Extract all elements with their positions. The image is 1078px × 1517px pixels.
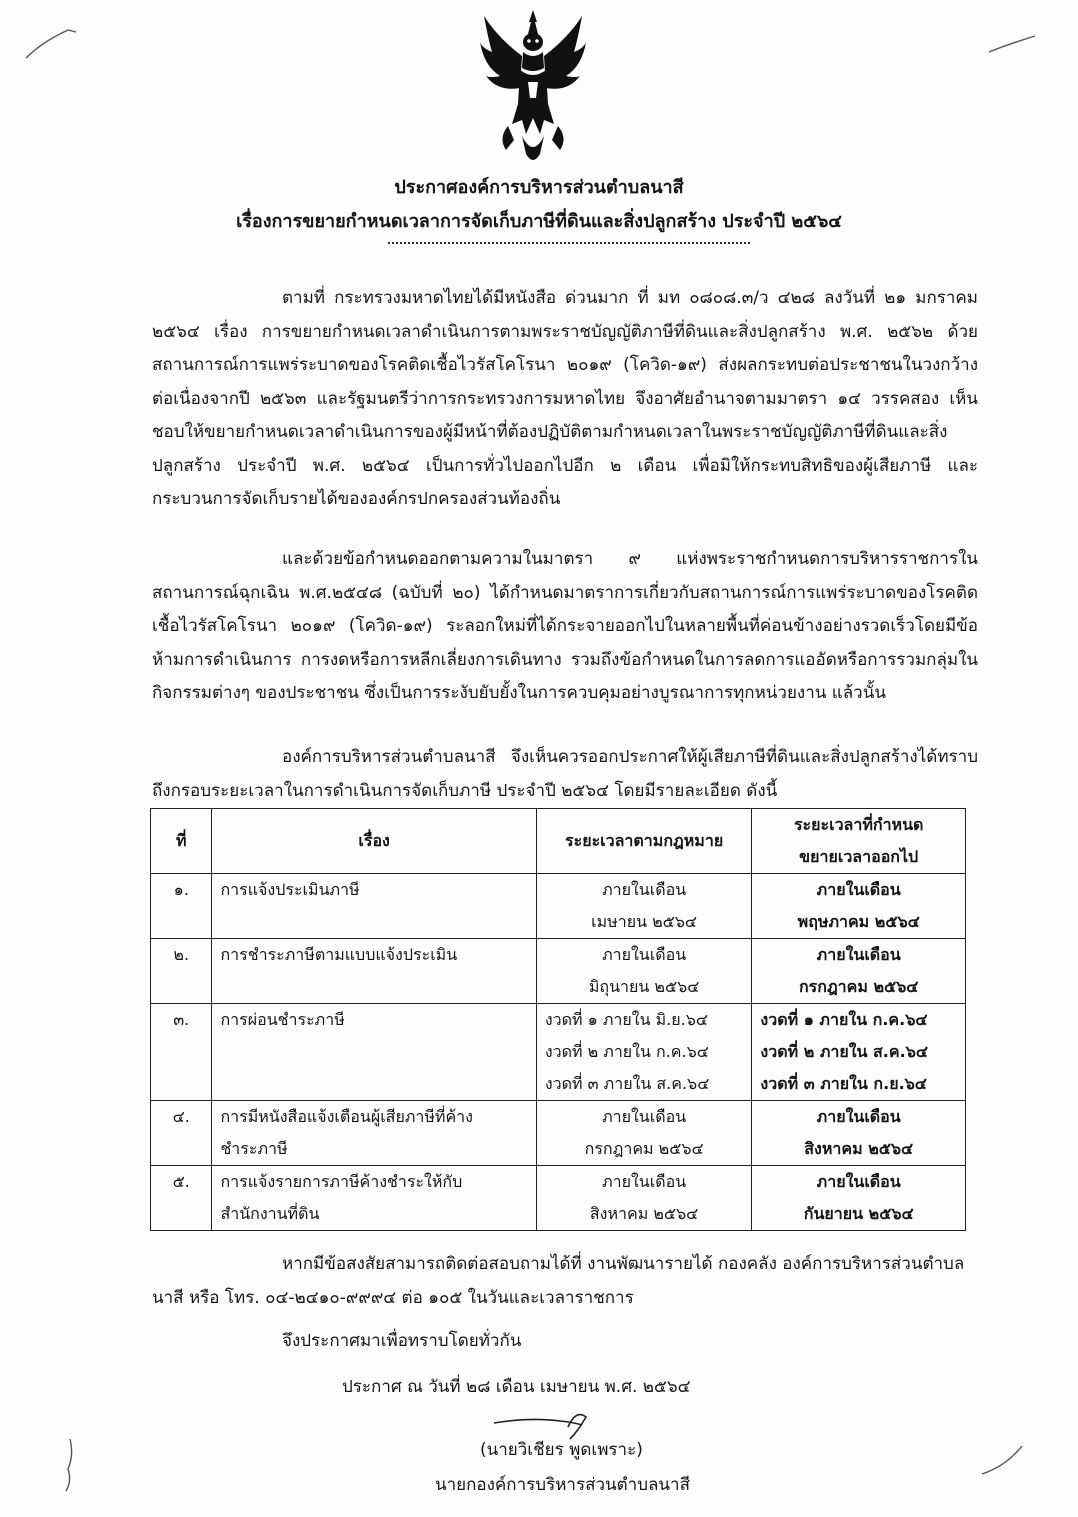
- paragraph-3-text: องค์การบริหารส่วนตำบลนาสี จึงเห็นควรออกประกาศให้ผู้เสียภาษีที่ดินและสิ่งปลูกสร้างได้ทราบถึงกรอบระยะเวลาในการดำเนินการจัดเก็บภาษี ประจำปี ๒๕๖๔ โดยมีรายละเอียด ดังนี้: [152, 747, 978, 801]
- row-extended-period: [752, 1004, 966, 1101]
- header-extended-period: [752, 809, 966, 874]
- law-line: ภายในเดือน: [602, 1172, 687, 1191]
- row-extended-period: [752, 1166, 966, 1231]
- paragraph-1-text: ตามที่ กระทรวงมหาดไทยได้มีหนังสือ ด่วนมาก ที่ มท ๐๘๐๘.๓/ว ๔๒๘ ลงวันที่ ๒๑ มกราคม ๒๕๖๔ เรื่อง การขยายกำหนดเวลาดำเนินการตามพระราชบัญญัติภาษีที่ดินและสิ่งปลูกสร้าง พ.ศ. ๒๕๖๒ ด้วยสถานการณ์การแพร่ระบาดของโรคติดเชื้อไวรัสโคโรนา ๒๐๑๙ (โควิด-๑๙) ส่งผลกระทบต่อประชาชนในวงกว้างต่อเนื่องจากปี ๒๕๖๓ และรัฐมนตรีว่าการกระทรวงการมหาดไทย จึงอาศัยอำนาจตามมาตรา ๑๔ วรรคสอง เห็นชอบให้ขยายกำหนดเวลาดำเนินการของผู้มีหน้าที่ต้องปฏิบัติตามกำหนดเวลาในพระราชบัญญัติภาษีที่ดินและสิ่งปลูกสร้าง ประจำปี พ.ศ. ๒๕๖๔ เป็นการทั่วไปออกไปอีก ๒ เดือน เพื่อมิให้กระทบสิทธิของผู้เสียภาษี และกระบวนการจัดเก็บรายได้ขององค์กรปกครองส่วนท้องถิ่น: [152, 288, 978, 509]
- row-subject: [212, 1166, 536, 1231]
- ext-line: ภายในเดือน: [816, 945, 901, 964]
- ext-line: ภายในเดือน: [816, 1172, 901, 1191]
- row-no: ๑.: [151, 874, 212, 939]
- contact-paragraph: [152, 1247, 978, 1315]
- row-no: ๕.: [151, 1166, 212, 1231]
- header-ext-line2: ขยายเวลาออกไป: [799, 847, 919, 866]
- dotted-divider: [388, 242, 750, 244]
- contact-text: หากมีข้อสงสัยสามารถติดต่อสอบถามได้ที่ งานพัฒนารายได้ กองคลัง องค์การบริหารส่วนตำบลนาสี หรือ โทร. ๐๔-๒๔๑๐-๙๙๙๔ ต่อ ๑๐๕ ในวันและเวลาราชการ: [152, 1254, 965, 1308]
- law-line: เมษายน ๒๕๖๔: [591, 912, 698, 931]
- paragraph-1: [152, 282, 978, 517]
- law-line: สิงหาคม ๒๕๖๔: [589, 1204, 699, 1223]
- row-law-period: [536, 1166, 752, 1231]
- subject-line: สำนักงานที่ดิน: [220, 1204, 320, 1223]
- row-extended-period: [752, 1101, 966, 1166]
- table-row: [151, 1166, 966, 1231]
- ext-line: ภายในเดือน: [816, 1107, 901, 1126]
- law-line: ภายในเดือน: [602, 1107, 687, 1126]
- subject-line: การแจ้งรายการภาษีค้างชำระให้กับ: [220, 1172, 463, 1191]
- signer-name: (นายวิเชียร พูดเพราะ): [480, 1440, 643, 1460]
- ext-line: สิงหาคม ๒๕๖๔: [804, 1139, 914, 1158]
- document-title: ประกาศองค์การบริหารส่วนตำบลนาสี: [394, 177, 684, 198]
- paragraph-3: [152, 741, 978, 808]
- document-subject: เรื่องการขยายกำหนดเวลาการจัดเก็บภาษีที่ดินและสิ่งปลูกสร้าง ประจำปี ๒๕๖๔: [236, 211, 842, 232]
- header-subject: เรื่อง: [212, 809, 536, 874]
- ext-line: กันยายน ๒๕๖๔: [803, 1204, 914, 1223]
- signer-position: นายกองค์การบริหารส่วนตำบลนาสี: [435, 1475, 690, 1495]
- row-no: ๔.: [151, 1101, 212, 1166]
- ext-line: งวดที่ ๓ ภายใน ก.ย.๖๔: [760, 1074, 927, 1093]
- table-row: [151, 939, 966, 1004]
- row-extended-period: [752, 874, 966, 939]
- ext-line: ภายในเดือน: [816, 880, 901, 899]
- header-ext-line1: ระยะเวลาที่กำหนด: [793, 815, 924, 834]
- subject-line: ชำระภาษี: [220, 1139, 288, 1158]
- header-no: ที่: [151, 809, 212, 874]
- law-line: มิถุนายน ๒๕๖๔: [588, 977, 700, 996]
- ext-line: กรกฎาคม ๒๕๖๔: [798, 977, 919, 996]
- law-line: ภายในเดือน: [602, 880, 687, 899]
- law-line: งวดที่ ๑ ภายใน มิ.ย.๖๔: [544, 1010, 708, 1029]
- row-extended-period: [752, 939, 966, 1004]
- scan-mark: [978, 1440, 1028, 1480]
- scan-mark: [985, 30, 1045, 60]
- law-line: งวดที่ ๓ ภายใน ส.ค.๖๔: [544, 1074, 710, 1093]
- row-subject: การแจ้งประเมินภาษี: [212, 874, 536, 939]
- table-row: [151, 874, 966, 939]
- row-subject: การผ่อนชำระภาษี: [212, 1004, 536, 1101]
- row-law-period: [536, 939, 752, 1004]
- header-law-period: ระยะเวลาตามกฎหมาย: [536, 809, 752, 874]
- scan-mark: [22, 24, 82, 64]
- row-law-period: [536, 874, 752, 939]
- table-row: [151, 1101, 966, 1166]
- scan-mark: [60, 1435, 80, 1495]
- row-law-period: [536, 1101, 752, 1166]
- ext-line: งวดที่ ๒ ภายใน ส.ค.๖๔: [760, 1042, 928, 1061]
- law-line: ภายในเดือน: [602, 945, 687, 964]
- paragraph-2: [152, 543, 978, 711]
- schedule-table: [150, 808, 966, 1231]
- ext-line: พฤษภาคม ๒๕๖๔: [797, 912, 920, 931]
- garuda-emblem-icon: [478, 8, 588, 166]
- ext-line: งวดที่ ๑ ภายใน ก.ค.๖๔: [760, 1010, 928, 1029]
- law-line: งวดที่ ๒ ภายใน ก.ค.๖๔: [544, 1042, 709, 1061]
- announcement-date: ประกาศ ณ วันที่ ๒๘ เดือน เมษายน พ.ศ. ๒๕๖๔: [342, 1377, 691, 1397]
- paragraph-2-text: และด้วยข้อกำหนดออกตามความในมาตรา ๙ แห่งพระราชกำหนดการบริหารราชการในสถานการณ์ฉุกเฉิน พ.ศ.๒๕๔๘ (ฉบับที่ ๒๐) ได้กำหนดมาตราการเกี่ยวกับสถานการณ์การแพร่ระบาดของโรคติดเชื้อไวรัสโคโรนา ๒๐๑๙ (โควิด-๑๙) ระลอกใหม่ที่ได้กระจายออกไปในหลายพื้นที่ค่อนข้างอย่างรวดเร็วโดยมีข้อห้ามการดำเนินการ การงดหรือการหลีกเลี่ยงการเดินทาง รวมถึงข้อกำหนดในการลดการแออัดหรือการรวมกลุ่มในกิจกรรมต่างๆ ของประชาชน ซึ่งเป็นการระงับยับยั้งในการควบคุมอย่างบูรณาการทุกหน่วยงาน แล้วนั้น: [152, 549, 978, 703]
- subject-line: การมีหนังสือแจ้งเตือนผู้เสียภาษีที่ค้าง: [220, 1107, 473, 1126]
- row-subject: [212, 1101, 536, 1166]
- closing-line: จึงประกาศมาเพื่อทราบโดยทั่วกัน: [282, 1331, 522, 1351]
- law-line: กรกฎาคม ๒๕๖๔: [584, 1139, 704, 1158]
- table-row: [151, 1004, 966, 1101]
- row-no: ๒.: [151, 939, 212, 1004]
- row-subject: การชำระภาษีตามแบบแจ้งประเมิน: [212, 939, 536, 1004]
- table-header-row: [151, 809, 966, 874]
- row-no: ๓.: [151, 1004, 212, 1101]
- row-law-period: [536, 1004, 752, 1101]
